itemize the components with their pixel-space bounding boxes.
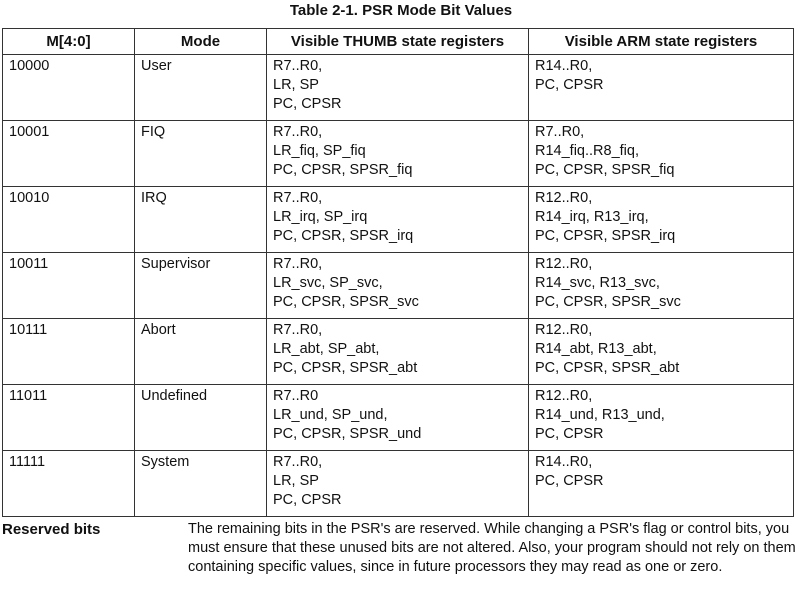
thumb-registers-cell [267,319,529,385]
register-line: R14_svc, R13_svc, [535,275,660,291]
thumb-registers-cell [267,187,529,253]
register-line: LR, SP [273,77,319,93]
register-line: R7..R0, [535,124,585,140]
register-line: PC, CPSR, SPSR_irq [273,228,414,244]
mode-name-cell: FIQ [135,121,267,187]
register-line: LR_abt, SP_abt, [273,341,380,357]
table-row [3,253,794,319]
register-line: LR_und, SP_und, [273,407,388,423]
register-line: R14_irq, R13_irq, [535,209,649,225]
mode-name-cell: Undefined [135,385,267,451]
register-line: LR, SP [273,473,319,489]
register-line: LR_irq, SP_irq [273,209,368,225]
register-line: PC, CPSR, SPSR_und [273,426,422,442]
register-line: PC, CPSR, SPSR_irq [535,228,676,244]
mode-name-cell: System [135,451,267,517]
mode-name-cell: Supervisor [135,253,267,319]
mode-name-cell: IRQ [135,187,267,253]
register-line: PC, CPSR, SPSR_fiq [273,162,413,178]
header-mode-bits: M[4:0] [3,29,135,55]
arm-registers-cell [529,319,794,385]
mode-bits-cell: 10111 [3,319,135,385]
register-line: LR_svc, SP_svc, [273,275,383,291]
arm-registers-cell [529,385,794,451]
mode-bits-cell: 10000 [3,55,135,121]
register-line: PC, CPSR [273,96,342,112]
register-line: PC, CPSR [535,426,604,442]
register-line: R12..R0, [535,190,593,206]
reserved-bits-label: Reserved bits [2,521,101,538]
mode-name-cell: Abort [135,319,267,385]
table-row [3,121,794,187]
thumb-registers-cell [267,385,529,451]
table-row [3,451,794,517]
header-thumb-registers: Visible THUMB state registers [267,29,529,55]
register-line: R12..R0, [535,322,593,338]
mode-bits-cell: 11011 [3,385,135,451]
register-line: PC, CPSR, SPSR_fiq [535,162,675,178]
register-line: R7..R0, [273,58,323,74]
register-line: PC, CPSR [535,77,604,93]
arm-registers-cell [529,55,794,121]
table-row [3,319,794,385]
register-line: PC, CPSR, SPSR_abt [535,360,680,376]
header-arm-registers: Visible ARM state registers [529,29,794,55]
register-line: R12..R0, [535,388,593,404]
mode-bits-cell: 11111 [3,451,135,517]
register-line: PC, CPSR, SPSR_svc [535,294,681,310]
register-line: R14_und, R13_und, [535,407,665,423]
arm-registers-cell [529,187,794,253]
table-row [3,385,794,451]
reserved-bits-description: The remaining bits in the PSR's are reserved. While changing a PSR's flag or control bits, you must ensure that these unused bits are not altered. Also, your program should not rely on them containing specific values, since in future processors they may read as one or zero. [188,521,796,575]
mode-name-cell: User [135,55,267,121]
register-line: R14_abt, R13_abt, [535,341,657,357]
table-row [3,187,794,253]
arm-registers-cell [529,253,794,319]
register-line: R14_fiq..R8_fiq, [535,143,639,159]
register-line: PC, CPSR, SPSR_svc [273,294,419,310]
mode-bits-cell: 10010 [3,187,135,253]
register-line: PC, CPSR [273,492,342,508]
psr-mode-table [2,28,794,517]
mode-bits-cell: 10001 [3,121,135,187]
table-row [3,55,794,121]
register-line: R14..R0, [535,454,593,470]
mode-bits-cell: 10011 [3,253,135,319]
register-line: PC, CPSR [535,473,604,489]
register-line: R7..R0, [273,190,323,206]
register-line: R7..R0 [273,388,319,404]
table-header-row [3,29,794,55]
thumb-registers-cell [267,55,529,121]
register-line: R7..R0, [273,256,323,272]
register-line: R7..R0, [273,124,323,140]
thumb-registers-cell [267,121,529,187]
header-mode: Mode [135,29,267,55]
arm-registers-cell [529,451,794,517]
thumb-registers-cell [267,253,529,319]
register-line: R12..R0, [535,256,593,272]
register-line: R7..R0, [273,322,323,338]
thumb-registers-cell [267,451,529,517]
table-title: Table 2-1. PSR Mode Bit Values [289,2,513,19]
arm-registers-cell [529,121,794,187]
register-line: R14..R0, [535,58,593,74]
register-line: PC, CPSR, SPSR_abt [273,360,418,376]
register-line: LR_fiq, SP_fiq [273,143,366,159]
register-line: R7..R0, [273,454,323,470]
